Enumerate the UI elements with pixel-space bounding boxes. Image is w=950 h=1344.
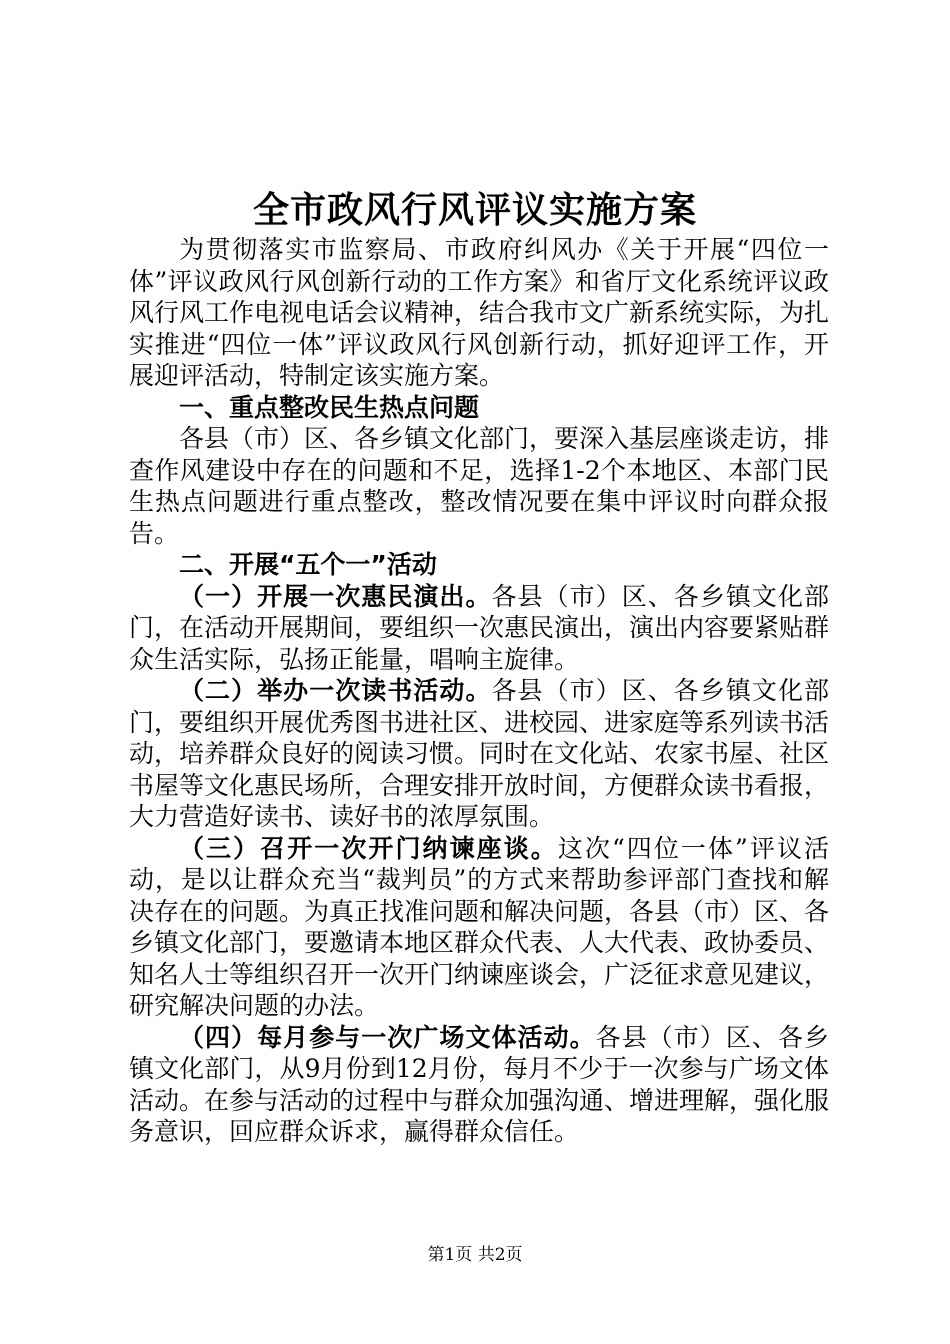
section-2-heading: 二、开展“五个一”活动 [179, 550, 437, 579]
activity-item-4 [129, 1022, 829, 1148]
activity-item-1 [129, 581, 829, 676]
activity-item-1-text: 各县（市）区、各乡镇文化部门，在活动开展期间，要组织一次惠民演出，演出内容要紧贴群众生活实际，弘扬正能量，唱响主旋律。 [129, 581, 830, 674]
section-1-heading: 一、重点整改民生热点问题 [179, 392, 480, 422]
activity-item-3 [129, 833, 829, 1022]
activity-item-4-lead: （四）每月参与一次广场文体活动。 [179, 1022, 596, 1052]
activity-item-2-text: 各县（市）区、各乡镇文化部门，要组织开展优秀图书进社区、进校园、进家庭等系列读书活动，培养群众良好的阅读习惯。同时在文化站、农家书屋、社区书屋等文化惠民场所，合理安排开放时间，方便群众读书看报，大力营造好读书、读好书的浓厚氛围。 [129, 676, 830, 831]
activity-item-4-text: 各县（市）区、各乡镇文化部门，从9月份到12月份，每月不少于一次参与广场文体活动。在参与活动的过程中与群众加强沟通、增进理解，强化服务意识，回应群众诉求，赢得群众信任。 [129, 1022, 830, 1146]
document-body [129, 234, 829, 1148]
activity-item-1-lead: （一）开展一次惠民演出。 [179, 581, 492, 611]
document-title: 全市政风行风评议实施方案 [252, 189, 697, 231]
section-1-paragraph: 各县（市）区、各乡镇文化部门，要深入基层座谈走访，排查作风建设中存在的问题和不足，选择1-2个本地区、本部门民生热点问题进行重点整改，整改情况要在集中评议时向群众报告。 [129, 424, 830, 548]
activity-item-2 [129, 675, 829, 833]
activity-item-3-text: 这次“四位一体”评议活动，是以让群众充当“裁判员”的方式来帮助参评部门查找和解决存在的问题。为真正找准问题和解决问题，各县（市）区、各乡镇文化部门，要邀请本地区群众代表、人大代表、政协委员、知名人士等组织召开一次开门纳谏座谈会，广泛征求意见建议，研究解决问题的办法。 [129, 833, 830, 1020]
page-footer: 第1页 共2页 [427, 1245, 523, 1265]
activity-item-3-lead: （三）召开一次开门纳谏座谈。 [179, 833, 558, 863]
activity-item-2-lead: （二）举办一次读书活动。 [179, 676, 492, 705]
intro-paragraph: 为贯彻落实市监察局、市政府纠风办《关于开展“四位一体”评议政风行风创新行动的工作方案》和省厅文化系统评议政风行风工作电视电话会议精神，结合我市文广新系统实际，为扎实推进“四位一体”评议政风行风创新行动，抓好迎评工作，开展迎评活动，特制定该实施方案。 [129, 235, 830, 390]
